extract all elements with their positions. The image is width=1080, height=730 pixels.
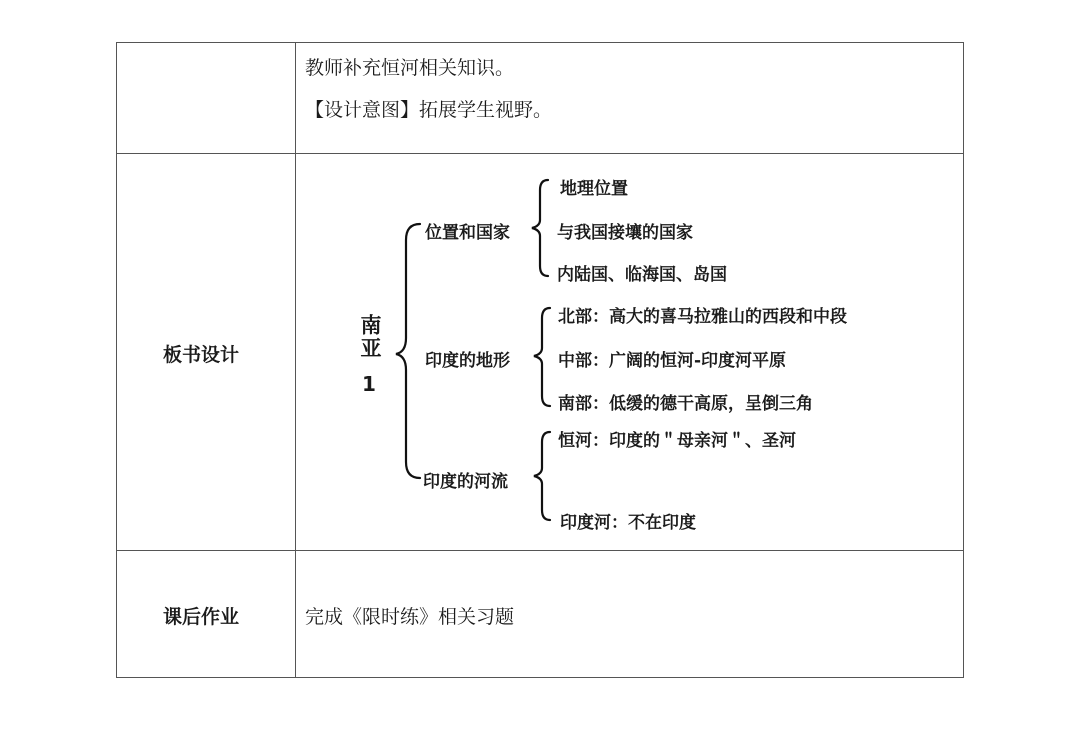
branch-label: 印度的地形: [425, 351, 510, 371]
homework-content: 完成《限时练》相关习题: [305, 606, 515, 628]
branch-item: 恒河：印度的＂母亲河＂、圣河: [558, 431, 796, 451]
branch-item: 中部：广阔的恒河-印度河平原: [558, 351, 787, 371]
brace-rivers: [534, 432, 550, 520]
brace-location: [532, 180, 548, 276]
main-brace: [396, 224, 420, 478]
board-design-label: 板书设计: [163, 344, 240, 366]
branch-item: 与我国接壤的国家: [557, 223, 693, 243]
branch-item: 印度河：不在印度: [560, 513, 696, 533]
diagram-title: 南亚: [358, 314, 382, 360]
design-intent-text: 【设计意图】拓展学生视野。: [305, 99, 553, 121]
branch-label: 印度的河流: [423, 472, 508, 492]
diagram-number: 1: [362, 372, 376, 396]
branch-item: 北部：高大的喜马拉雅山的西段和中段: [558, 307, 847, 327]
branch-item: 地理位置: [560, 179, 628, 199]
branch-item: 南部：低缓的德干高原，呈倒三角: [558, 394, 813, 414]
supplement-text: 教师补充恒河相关知识。: [305, 57, 515, 79]
brace-terrain: [534, 308, 550, 406]
branch-label: 位置和国家: [425, 223, 510, 243]
homework-label: 课后作业: [163, 606, 240, 628]
branch-item: 内陆国、临海国、岛国: [557, 265, 727, 285]
